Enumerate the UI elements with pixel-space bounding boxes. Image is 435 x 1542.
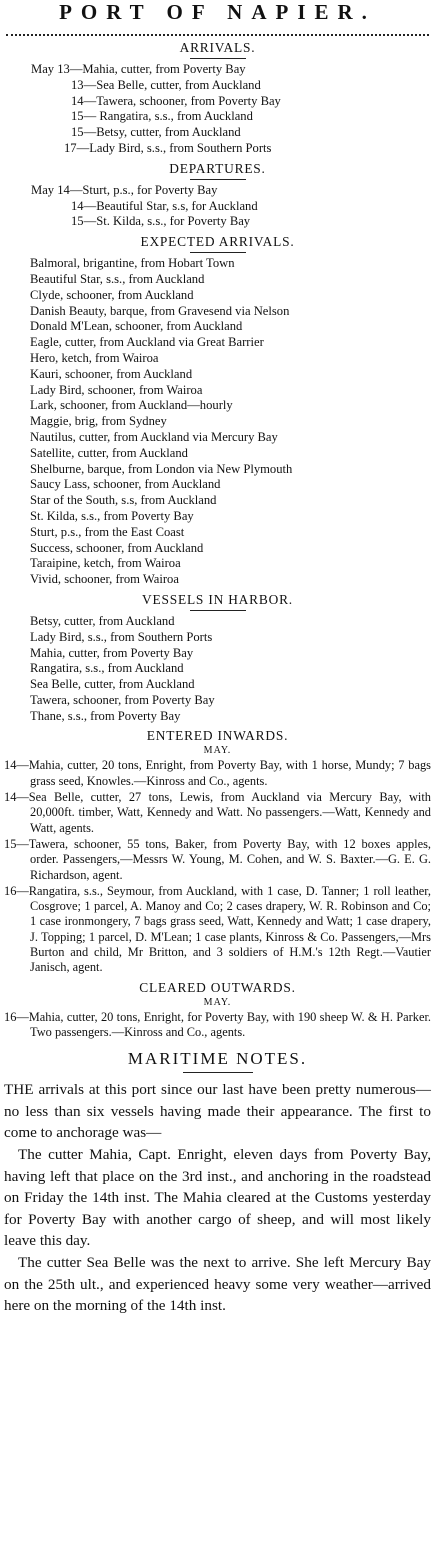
list-item: Tawera, schooner, from Poverty Bay: [30, 692, 215, 707]
list-item: Nautilus, cutter, from Auckland via Mercury Bay: [30, 429, 278, 444]
list-item: Sturt, p.s., from the East Coast: [30, 524, 185, 539]
cleared-list: [4, 1010, 431, 1041]
list-item: Rangatira, s.s., from Auckland: [30, 661, 184, 676]
list-item: Sea Belle, cutter, from Auckland: [30, 677, 195, 692]
section-rule: [190, 179, 246, 180]
list-item: 15— Rangatira, s.s., from Auckland: [71, 109, 253, 124]
list-item: 14—Tawera, schooner, from Poverty Bay: [71, 93, 281, 108]
entered-list: [4, 758, 431, 975]
list-item: Betsy, cutter, from Auckland: [30, 613, 175, 628]
list-item: 17—Lady Bird, s.s., from Southern Ports: [64, 140, 272, 155]
masthead: PORT OF NAPIER.: [59, 0, 376, 24]
entry-paragraph: 16—Mahia, cutter, 20 tons, Enright, for Poverty Bay, with 190 sheep W. & H. Parker. Two passengers.—Kinross and Co., agents.: [4, 1009, 431, 1039]
list-item: Danish Beauty, barque, from Gravesend via Nelson: [30, 303, 290, 318]
expected-title: EXPECTED ARRIVALS.: [140, 234, 295, 250]
notes-paragraph: The cutter Sea Belle was the next to arrive. She left Mercury Bay on the 25th ult., and experienced heavy some very weather—arrived here on the morning of the 14th inst.: [4, 1253, 431, 1315]
list-item: May 14—Sturt, p.s., for Poverty Bay: [31, 182, 218, 197]
entry-paragraph: 14—Mahia, cutter, 20 tons, Enright, from Poverty Bay, with 1 horse, Mundy; 7 bags grass seed, Knowles.—Kinross and Co., agents.: [4, 758, 431, 788]
harbor-title: VESSELS IN HARBOR.: [142, 591, 293, 607]
list-item: Star of the South, s.s, from Auckland: [30, 493, 217, 508]
cleared-title: CLEARED OUTWARDS.: [139, 979, 296, 995]
list-item: 13—Sea Belle, cutter, from Auckland: [71, 77, 261, 92]
section-rule: [190, 610, 246, 611]
cleared-month: MAY.: [203, 996, 232, 1008]
entered-month: MAY.: [203, 745, 232, 757]
wavy-divider: [6, 26, 429, 36]
list-item: Kauri, schooner, from Auckland: [30, 366, 193, 381]
entry-paragraph: 15—Tawera, schooner, 55 tons, Baker, from Poverty Bay, with 12 boxes apples, order. Passengers,—Messrs W. Young, M. Cohen, and W. S. Baxter.—G. E. G. Richardson, agent.: [4, 836, 431, 882]
list-item: Maggie, brig, from Sydney: [30, 414, 167, 429]
list-item: Satellite, cutter, from Auckland: [30, 445, 188, 460]
list-item: Shelburne, barque, from London via New Plymouth: [30, 461, 293, 476]
expected-list: [30, 256, 431, 588]
maritime-title: MARITIME NOTES.: [127, 1049, 308, 1069]
section-rule: [190, 58, 246, 59]
list-item: Hero, ketch, from Wairoa: [30, 350, 159, 365]
section-rule: [190, 252, 246, 253]
list-item: Beautiful Star, s.s., from Auckland: [30, 271, 205, 286]
list-item: Lady Bird, schooner, from Wairoa: [30, 382, 203, 397]
arrivals-list: [4, 62, 431, 157]
notes-paragraph: The cutter Mahia, Capt. Enright, eleven days from Poverty Bay, having left that place on the 3rd inst., and anchoring in the roadstead on Friday the 14th inst. The Mahia cleared at the Customs yesterday for Poverty Bay with another cargo of sheep, and will most likely leave this day.: [4, 1146, 431, 1250]
list-item: Mahia, cutter, from Poverty Bay: [30, 645, 194, 660]
list-item: Donald M'Lean, schooner, from Auckland: [30, 319, 243, 334]
list-item: Thane, s.s., from Poverty Bay: [30, 708, 181, 723]
entered-title: ENTERED INWARDS.: [146, 728, 289, 744]
departures-title: DEPARTURES.: [169, 160, 266, 176]
arrivals-title: ARRIVALS.: [179, 40, 256, 55]
list-item: May 13—Mahia, cutter, from Poverty Bay: [31, 62, 246, 76]
harbor-list: [30, 614, 431, 725]
maritime-notes: [4, 1079, 431, 1317]
list-item: Taraipine, ketch, from Wairoa: [30, 556, 181, 571]
list-item: Clyde, schooner, from Auckland: [30, 287, 194, 302]
list-item: Saucy Lass, schooner, from Auckland: [30, 477, 221, 492]
list-item: Eagle, cutter, from Auckland via Great Barrier: [30, 335, 264, 350]
list-item: 14—Beautiful Star, s.s, for Auckland: [71, 198, 258, 213]
list-item: Vivid, schooner, from Wairoa: [30, 572, 179, 587]
section-rule: [183, 1072, 253, 1073]
list-item: Balmoral, brigantine, from Hobart Town: [30, 256, 235, 271]
departures-list: [4, 183, 431, 230]
list-item: Lady Bird, s.s., from Southern Ports: [30, 629, 213, 644]
list-item: Lark, schooner, from Auckland—hourly: [30, 398, 233, 413]
list-item: 15—St. Kilda, s.s., for Poverty Bay: [71, 214, 251, 229]
list-item: 15—Betsy, cutter, from Auckland: [71, 125, 241, 140]
notes-paragraph: THE arrivals at this port since our last have been pretty numerous—no less than six vessels having made their appearance. The first to come to anchorage was—: [4, 1081, 431, 1142]
entry-paragraph: 14—Sea Belle, cutter, 27 tons, Lewis, from Auckland via Mercury Bay, with 20,000ft. timber, Watt, Kennedy and Watt. No passengers.—Watt, Kennedy and Watt, agents.: [4, 790, 431, 835]
list-item: Success, schooner, from Auckland: [30, 540, 204, 555]
entry-paragraph: 16—Rangatira, s.s., Seymour, from Auckland, with 1 case, D. Tanner; 1 roll leather, Cosgrove; 1 parcel, A. Manoy and Co; 2 cases drapery, W. R. Robinson and Co; 1 case ironmongery, 7 bags grass seed, Watt, Kennedy and Watt; 1 case drapery, J. Topping; 1 parcel, D. M'Lean; 1 case plants, Kinross & Co. Passengers,—Mrs Burton and child, Mr Britton, and 3 soldiers of H.M.'s 12th Regt.—Vautier Janisch, agent.: [4, 883, 431, 975]
list-item: St. Kilda, s.s., from Poverty Bay: [30, 508, 194, 523]
